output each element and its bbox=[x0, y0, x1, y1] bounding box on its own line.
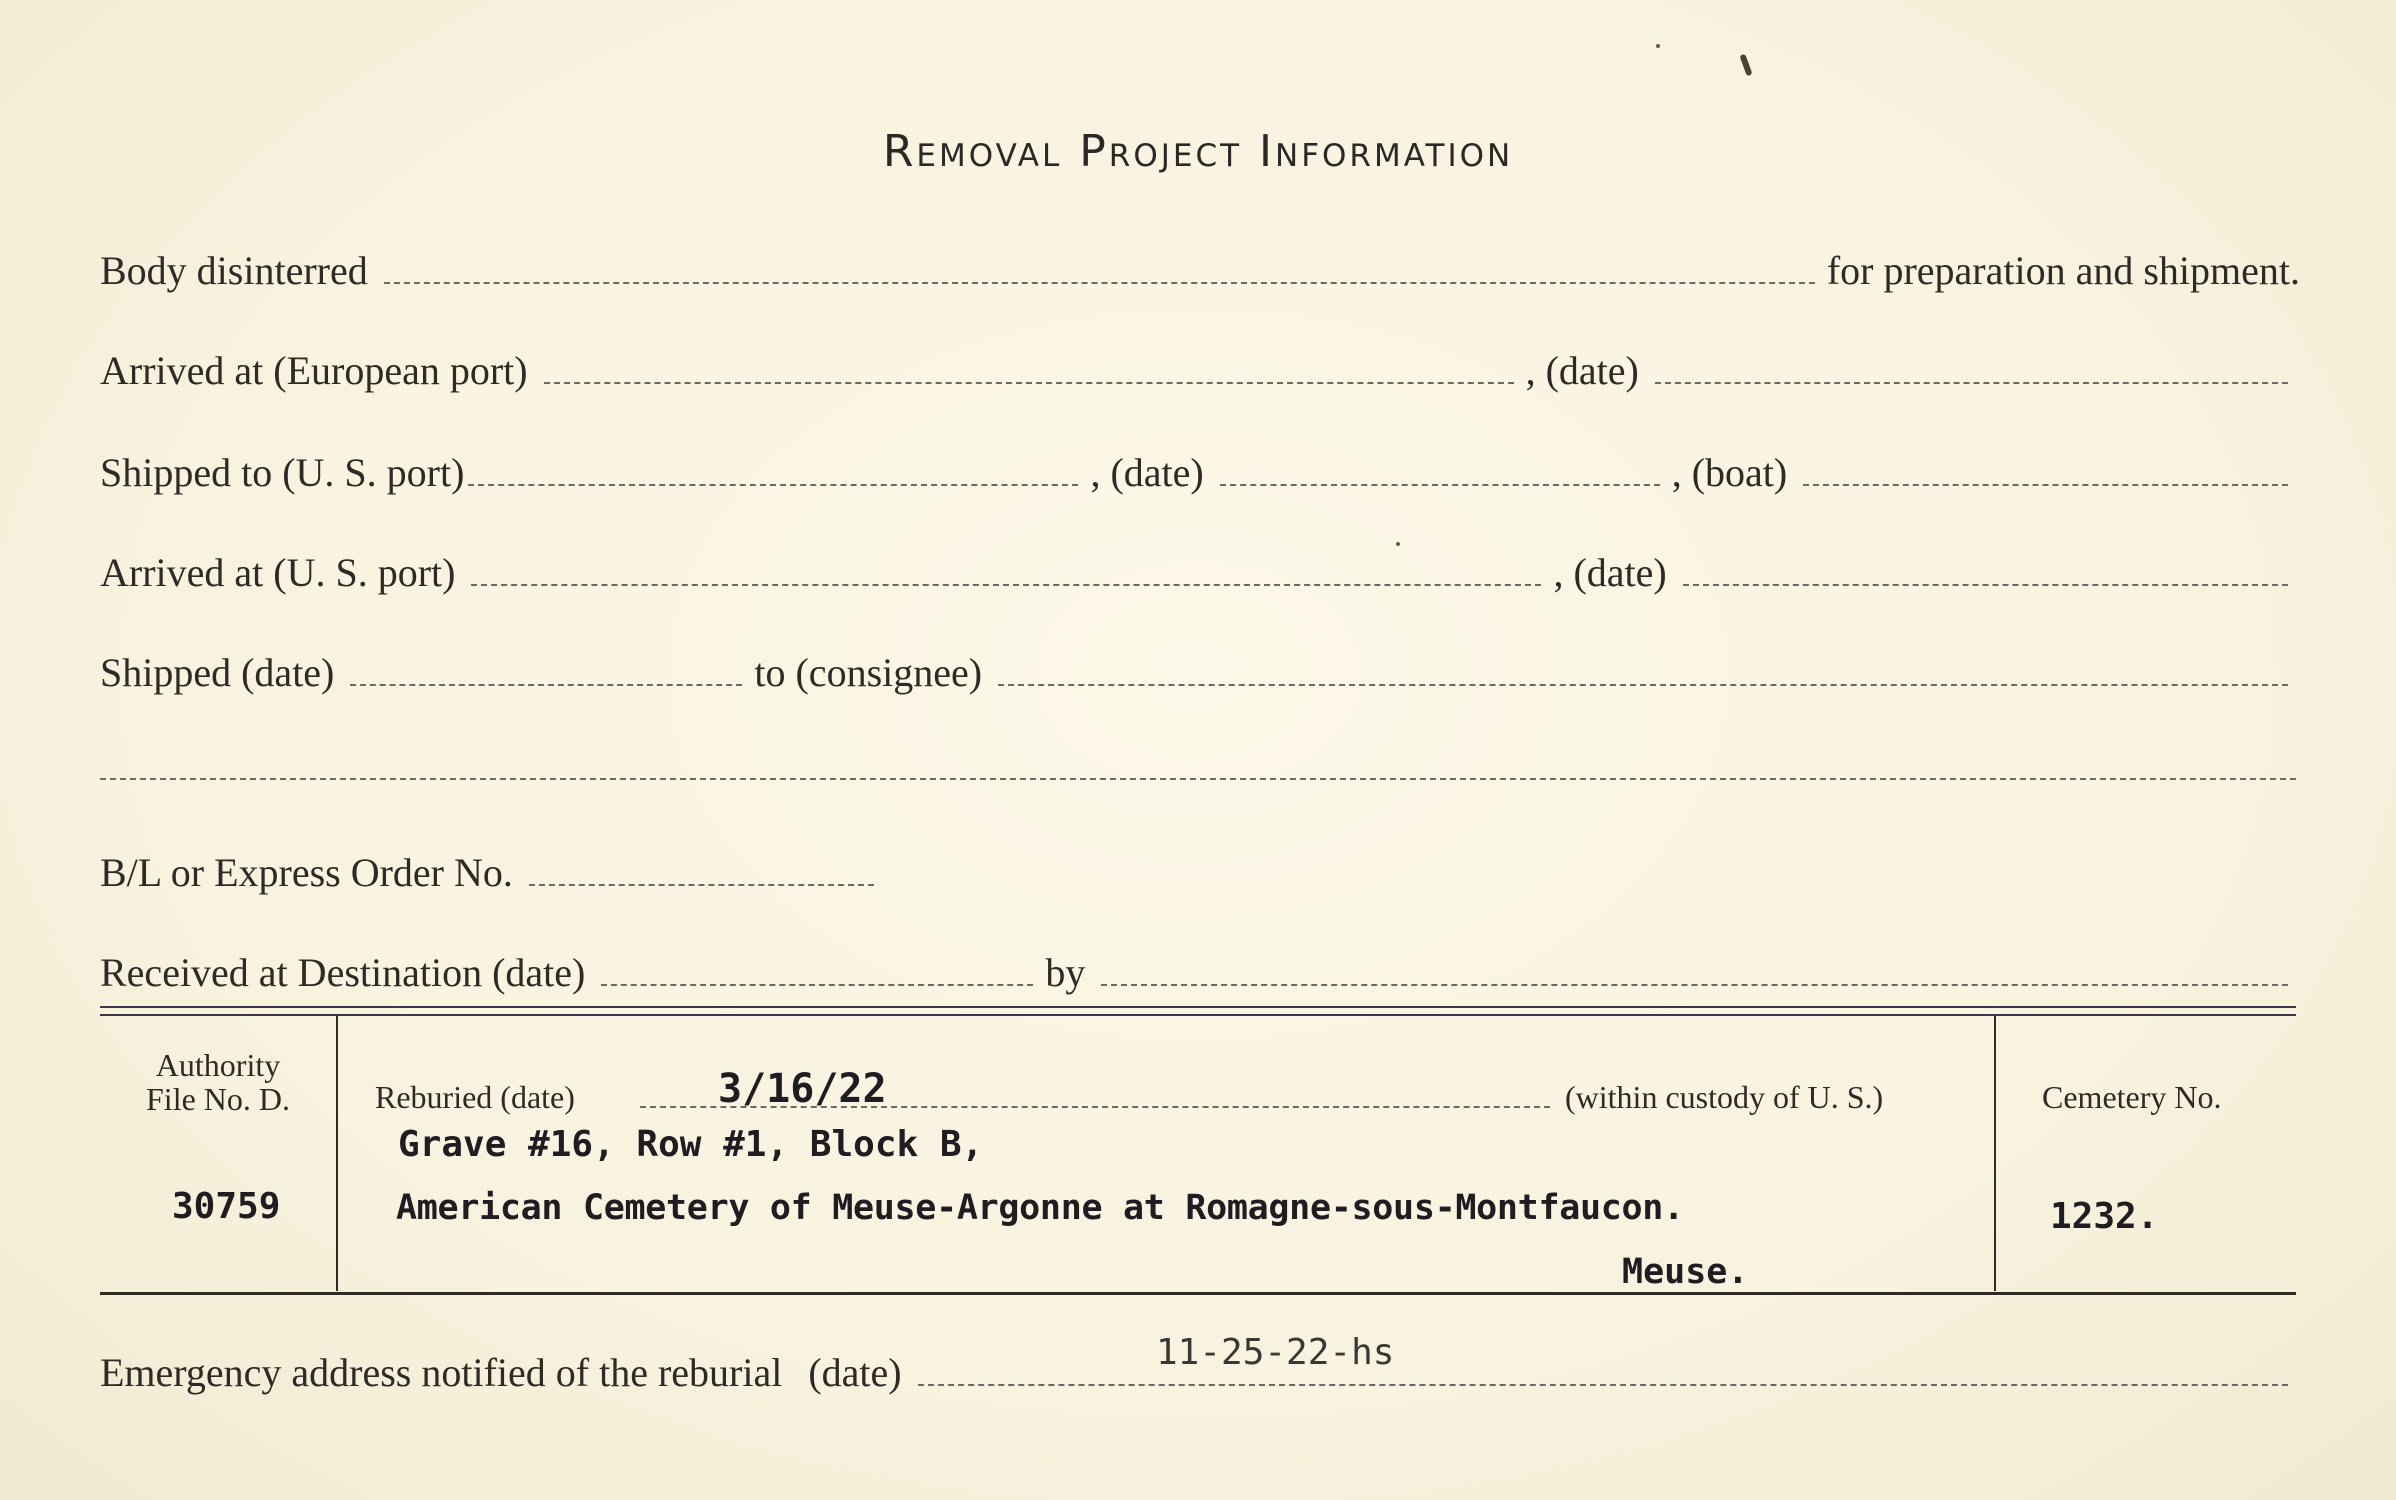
emergency-label: Emergency address notified of the reburial bbox=[100, 1350, 783, 1395]
shipped-us-label: Shipped to (U. S. port) bbox=[100, 450, 465, 495]
shipped-date-field[interactable] bbox=[1220, 484, 1660, 486]
column-divider bbox=[336, 1016, 338, 1291]
section-bottom-rule bbox=[100, 1292, 2296, 1295]
grave-location: Grave #16, Row #1, Block B, bbox=[398, 1124, 984, 1165]
authority-label bbox=[100, 1048, 336, 1116]
consignee-field[interactable] bbox=[998, 684, 2288, 686]
arrived-us-row bbox=[100, 540, 2300, 596]
for-preparation-label: for preparation and shipment. bbox=[1826, 248, 2300, 293]
european-date-field[interactable] bbox=[1655, 382, 2288, 384]
shipped-us-row bbox=[100, 440, 2300, 496]
arrived-us-port-field[interactable] bbox=[471, 584, 1541, 586]
reburied-date-value: 3/16/22 bbox=[718, 1066, 887, 1112]
emergency-date-field[interactable] bbox=[918, 1384, 2288, 1386]
received-destination-label: Received at Destination (date) bbox=[100, 950, 586, 995]
arrived-european-row bbox=[100, 338, 2300, 394]
file-number: 30759 bbox=[172, 1186, 281, 1227]
received-by-field[interactable] bbox=[1101, 984, 2288, 986]
file-no-label-line: File No. D. bbox=[146, 1081, 290, 1117]
arrived-us-label: Arrived at (U. S. port) bbox=[100, 550, 456, 595]
date-label: , (date) bbox=[1553, 550, 1667, 595]
body-disinterred-row bbox=[100, 238, 2300, 294]
body-disinterred-label: Body disinterred bbox=[100, 248, 368, 293]
shipped-date-value-field[interactable] bbox=[350, 684, 742, 686]
bl-row bbox=[100, 840, 2300, 896]
cemetery-name: American Cemetery of Meuse-Argonne at Romagne-sous-Montfaucon. bbox=[396, 1188, 1684, 1228]
column-divider bbox=[1994, 1016, 1996, 1291]
custody-label: (within custody of U. S.) bbox=[1565, 1079, 1884, 1115]
bl-express-label: B/L or Express Order No. bbox=[100, 850, 513, 895]
department-name: Meuse. bbox=[1622, 1252, 1749, 1292]
card-title: Removal Project Information bbox=[882, 126, 1514, 177]
body-disinterred-field[interactable] bbox=[384, 282, 1815, 284]
by-label: by bbox=[1045, 950, 1086, 995]
reburied-label: Reburied (date) bbox=[375, 1079, 575, 1115]
received-row bbox=[100, 940, 2300, 996]
shipped-consignee-row bbox=[100, 640, 2300, 696]
european-port-field[interactable] bbox=[544, 382, 1514, 384]
shipped-date-label: Shipped (date) bbox=[100, 650, 335, 695]
boat-label: , (boat) bbox=[1671, 450, 1788, 495]
cemetery-no-label: Cemetery No. bbox=[2042, 1079, 2222, 1115]
arrived-european-label: Arrived at (European port) bbox=[100, 348, 528, 393]
ink-speck bbox=[1656, 44, 1660, 48]
boat-field[interactable] bbox=[1803, 484, 2288, 486]
us-port-field[interactable] bbox=[468, 484, 1078, 486]
date-label: , (date) bbox=[1525, 348, 1639, 393]
date-label: , (date) bbox=[1090, 450, 1204, 495]
consignee-label: to (consignee) bbox=[754, 650, 983, 695]
section-double-rule bbox=[100, 1006, 2296, 1016]
emergency-date-label: (date) bbox=[808, 1350, 902, 1395]
authority-label-line: Authority bbox=[155, 1047, 281, 1083]
ink-mark bbox=[1739, 54, 1752, 77]
consignee-continuation-line[interactable] bbox=[100, 778, 2296, 780]
emergency-date-value: 11-25-22-hs bbox=[1156, 1332, 1395, 1373]
cemetery-number: 1232. bbox=[2050, 1196, 2159, 1237]
arrived-us-date-field[interactable] bbox=[1683, 584, 2288, 586]
bl-express-field[interactable] bbox=[529, 884, 874, 886]
received-date-field[interactable] bbox=[601, 984, 1033, 986]
